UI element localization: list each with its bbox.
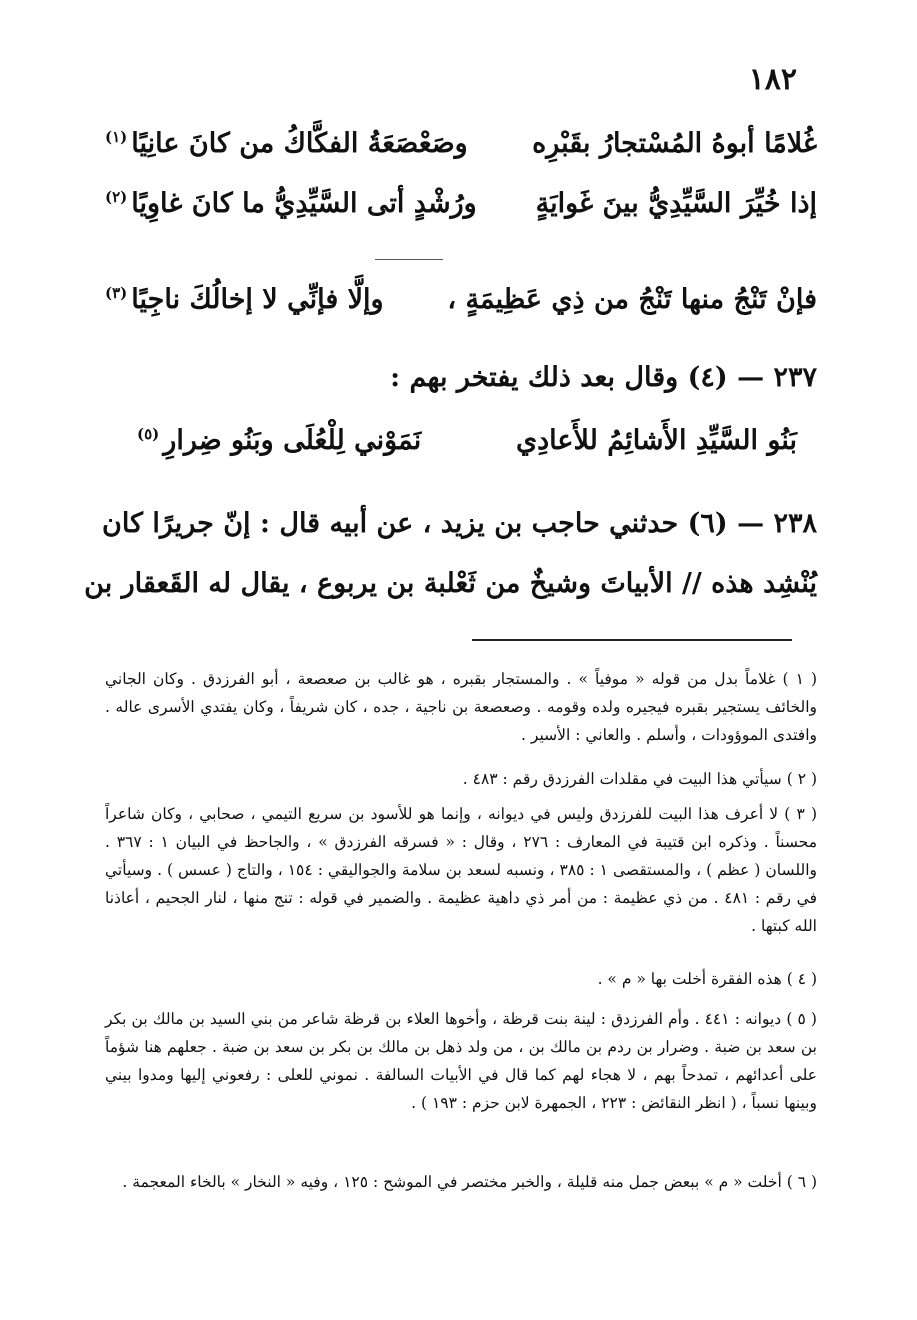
verse-line-1: [105, 128, 817, 159]
footnote-marker: (١): [105, 128, 128, 146]
verse-hemistich-text: نَمَوْني لِلْعُلَى وبَنُو ضِرارِ: [163, 425, 422, 456]
footnote-6: ( ٦ ) أخلت « م » ببعض جمل منه قليلة ، والخبر مختصر في الموشح : ١٢٥ ، وفيه « النخار » بالخاء المعجمة .: [122, 1173, 817, 1191]
verse-hemistich-first: بَنُو السَّيِّدِ الأَشائِمُ للأَعادِي: [515, 425, 797, 456]
footnote-rule: [472, 639, 792, 641]
verse-hemistich-second: [105, 128, 468, 159]
section-238-line-1: ٢٣٨ — (٦) حدثني حاجب بن يزيد ، عن أبيه قال : إنّ جريرًا كان: [102, 508, 817, 539]
verse-hemistich-first: غُلامًا أبوهُ المُسْتجارُ بقَبْرِه: [532, 128, 817, 159]
verse-line-3: [105, 284, 817, 315]
footnote-marker: (٢): [105, 188, 128, 206]
verse-hemistich-first: إذا خُيِّرَ السَّيِّدِيُّ بينَ غَوايَةٍ: [535, 188, 817, 219]
verse-line-2: [105, 188, 817, 219]
verse-hemistich-first: فإنْ تَنْجُ منها تَنْجُ من ذِي عَظِيمَةٍ ،: [447, 284, 817, 315]
footnote-5: ( ٥ ) ديوانه : ٤٤١ . وأم الفرزدق : لينة بنت قرظة ، وأخوها العلاء بن قرظة شاعر من بني السيد بن مالك بن بكر بن سعد بن ضبة . وضرار بن ردم بن مالك بن ، من ولد ذهل بن مالك بن بكر بن سعد بن ضبة . جعلهم هنا شؤماً على أعدائهم ، تمدحاً بهم ، لا هجاء لهم كما قال في الأبيات السالفة . نموني للعلى : رفعوني إليها ومدوا بيني وبينها نسباً ، ( انظر النقائض : ٢٢٣ ، الجمهرة لابن حزم : ١٩٣ ) .: [105, 1010, 817, 1112]
footnote-3: ( ٣ ) لا أعرف هذا البيت للفرزدق وليس في ديوانه ، وإنما هو للأسود بن سريع التيمي ، صحابي ، وكان شاعراً محسناً . وذكره ابن قتيبة في المعارف : ٢٧٦ ، وقال : « فسرقه الفرزدق » ، والجاحظ في البيان ١ : ٣٦٧ . واللسان ( عظم ) ، والمستقصى ١ : ٣٨٥ ، ونسبه لسعد بن سلامة والجواليقي : ١٥٤ ، والتاج ( عسس ) . وسيأتي في رقم : ٤٨١ . من ذي عظيمة : من أمر ذي داهية عظيمة . والضمير في قوله : تنج منها ، لنار الجحيم ، أعاذنا الله كبتها .: [105, 805, 818, 935]
footnote-4: ( ٤ ) هذه الفقرة أخلت بها « م » .: [597, 970, 817, 988]
footnote-2: ( ٢ ) سيأتي هذا البيت في مقلدات الفرزدق رقم : ٤٨٣ .: [462, 770, 817, 788]
verse-line-237: [137, 425, 797, 456]
verse-hemistich-second: [137, 425, 421, 456]
section-238-line-2: يُنْشِد هذه // الأبياتَ وشيخٌ من ثَعْلبة بن يربوع ، يقال له القَعقار بن: [84, 568, 817, 599]
footnote-marker: (٣): [105, 284, 128, 302]
footnote-marker: (٥): [137, 425, 160, 443]
short-separator: [375, 259, 443, 260]
verse-hemistich-second: [105, 188, 477, 219]
verse-hemistich-text: وصَعْصَعَةُ الفكَّاكُ من كانَ عانِيًا: [131, 128, 468, 159]
verse-hemistich-second: [105, 284, 384, 315]
footnote-1: ( ١ ) غلاماً بدل من قوله « موفياً » . والمستجار بقبره ، هو غالب بن صعصعة ، أبو الفرزدق . وكان الجاني والخائف يستجير بقبره فيجيره ولده وقومه . وصعصعة بن ناجية ، جده ، كان شريفاً ، وكان يفتدي الأسرى عاله . وافتدى الموؤودات ، وأسلم . والعاني : الأسير .: [105, 670, 817, 744]
page-number: ١٨٢: [748, 62, 797, 97]
verse-hemistich-text: ورُشْدٍ أتى السَّيِّدِيُّ ما كانَ غاوِيًا: [131, 188, 477, 219]
section-237-heading: ٢٣٧ — (٤) وقال بعد ذلك يفتخر بهم :: [390, 362, 817, 393]
verse-hemistich-text: وإلَّا فإنِّي لا إخالُكَ ناجِيًا: [131, 284, 384, 315]
